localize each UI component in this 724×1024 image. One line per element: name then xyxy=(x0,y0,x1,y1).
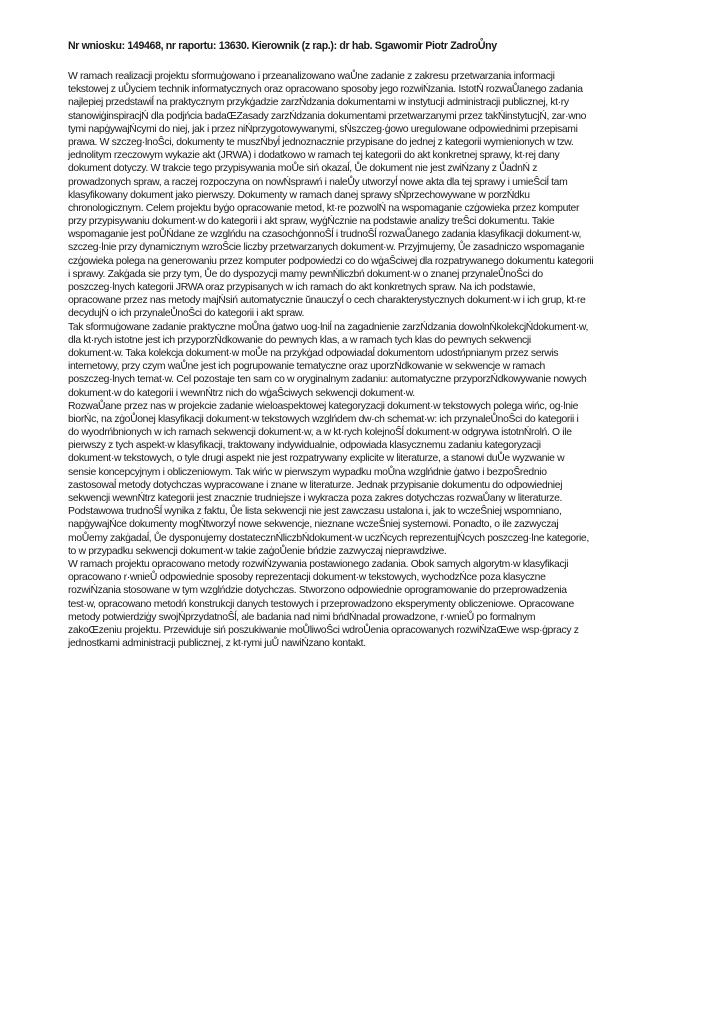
body-text-line: stanowiġinspiracjŃ dla podjńcia badaŒZasady zarzŃdzania dokumentami przetwarzanymi przez takŃinstytucjŃ, zar·wno xyxy=(68,110,587,122)
body-text-line: jednolitym rzeczowym wykazie akt (JRWA) i dodatkowo w ramach tej kategorii do akt konkretnej sprawy, kt·rej dany xyxy=(68,150,560,162)
body-text-line: decydujŃ o ich przynaleŮnoŜci do kategorii i akt spraw. xyxy=(68,308,305,320)
body-text-line: sensie koncepcyjnym i obliczeniowym. Tak wińc w pierwszym wypadku moŮna wzglńdnie ġatwo i bezpoŜrednio xyxy=(68,466,547,478)
body-text-line: dokument·w tekstowych, o tyle drugi aspekt nie jest rozpatrywany explicite w literaturze, a stanowi duŮe wyzwanie w xyxy=(68,453,565,465)
body-text-line: prawa. W szczeg·lnoŜci, dokumenty te muszŃbyĺ jednoznacznie przypisane do jednej z kategorii wymienionych w tzw. xyxy=(68,136,574,148)
body-text-line: internetowy, przy czym waŮne jest ich pogrupowanie tematyczne oraz uporzŃdkowanie w sekwencje w ramach xyxy=(68,361,545,373)
body-text-line: napġywajŃce dokumenty mogŃtworzyĺ nowe sekwencje, nieznane wczeŜniej systemowi. Ponadto, o ile zazwyczaj xyxy=(68,519,559,531)
body-text-line: dokument dotyczy. W trakcie tego przypisywania moŮe siń okazaĺ, Ůe dokument nie jest zwiŃzany z ŮadnŃ z xyxy=(68,163,538,175)
body-text-line: zastosowaĺ metody dotychczas wypracowane i znane w literaturze. Jednak przypisanie dokumentu do odpowiedniej xyxy=(68,479,563,491)
body-text-line: moŮemy zakġadaĺ, Ůe dysponujemy dostatecznŃliczbŃdokument·w uczŃcych reprezentujŃcych poszczeg·lne kategorie, xyxy=(68,532,589,544)
body-text-line: pierwszy z tych aspekt·w klasyfikacji, traktowany indywidualnie, odpowiada klasycznemu zadaniu kategoryzacji xyxy=(68,440,541,452)
body-text-line: dokument·w do kategorii i wewnŃtrz nich do wġaŜciwych sekwencji dokument·w. xyxy=(68,387,415,399)
body-text-line: dokument·w. Taka kolekcja dokument·w moŮe na przykġad odpowiadaĺ dokumentom udostńpnianym przez serwis xyxy=(68,347,559,359)
body-text-line: W ramach projektu opracowano metody rozwiŃzywania postawionego zadania. Obok samych algorytm·w klasyfikacji xyxy=(68,558,569,570)
body-text-line: opracowano r·wnieŮ odpowiednie sposoby reprezentacji dokument·w tekstowych, wychodzŃce poza klasyczne xyxy=(68,572,546,584)
body-text-line: RozwaŮane przez nas w projekcie zadanie wieloaspektowej kategoryzacji dokument·w tekstowych polega wińc, og·lnie xyxy=(68,400,579,412)
report-body xyxy=(68,70,692,650)
body-text-line: opracowane przez nas metody majŃsiń automatycznie ŭnauczyĺ o cech charakterystycznych dokument·w i ich grup, kt·re xyxy=(68,295,586,307)
body-text-line: i sprawy. Zakġada sie przy tym, Ůe do dyspozycji mamy pewnŃliczbń dokument·w o znanej przynaleŮnoŜci do xyxy=(68,268,543,280)
body-text-line: test·w, opracowano metodń konstrukcji danych testowych i przeprowadzono eksperymenty obliczeniowe. Opracowane xyxy=(68,598,574,610)
body-text-line: W ramach realizacji projektu sformuġowano i przeanalizowano waŮne zadanie z zakresu przetwarzania informacji xyxy=(68,71,555,82)
report-page xyxy=(68,40,692,650)
body-text-line: rozwiŃzania stosowane w tym wzglńdzie dotychczas. Stworzono odpowiednie oprogramowanie do przeprowadzenia xyxy=(68,585,567,597)
body-text-line: zakoŒzeniu projektu. Przewiduje siń poszukiwanie moŮliwoŜci wdroŮenia opracowanych rozwiŃzaŒwe wsp·ġpracy z xyxy=(68,624,579,636)
body-text-line: czġowieka polega na generowaniu przez komputer podpowiedzi co do wġaŜciwej dla rozpatrywanego dokumentu kategorii xyxy=(68,255,594,267)
body-text-line: chronologicznym. Celem projektu byġo opracowanie metod, kt·re pozwolŃ na wspomaganie czġowieka przez komputer xyxy=(68,202,580,214)
body-text-line: sekwencji wewnŃtrz kategorii jest znacznie trudniejsze i wykracza poza zakres dotychczas rozwaŮany w literaturze. xyxy=(68,493,563,504)
body-text-line: poszczeg·lnych temat·w. Cel pozostaje ten sam co w oryginalnym zadaniu: automatyczne przyporzŃdkowywanie nowych xyxy=(68,374,587,386)
body-text-line: do wyodrńbnionych w ich ramach sekwencji dokument·w, a w kt·rych kolejnoŜĺ dokument·w odgrywa istotnŃrolń. O ile xyxy=(68,427,572,439)
body-text-line: szczeg·lnie przy dynamicznym wzroŜcie liczby przetwarzanych dokument·w. Przyjmujemy, Ůe zasadniczo wspomaganie xyxy=(68,242,585,254)
body-text-line: Tak sformuġowane zadanie praktyczne moŮna ġatwo uog·lniĺ na zagadnienie zarzŃdzania dowolnŃkolekcjŃdokument·w, xyxy=(68,321,589,333)
body-text-line: jednostkami administracji publicznej, z kt·rymi juŮ nawiŃzano kontakt. xyxy=(68,638,366,650)
body-text-line: przy przypisywaniu dokument·w do kategorii i akt spraw, wyġŃcznie na podstawie analizy treŜci dokumentu. Takie xyxy=(68,216,555,228)
body-text-line: dla kt·rych istotne jest ich przyporzŃdkowanie do pewnych klas, a w ramach tych klas do pewnych sekwencji xyxy=(68,334,531,346)
body-text-line: tymi napġywajŃcymi do niej, jak i przez niŃprzygotowywanymi, sŃszczeg·ġowo uregulowane odpowiednimi przepisami xyxy=(68,123,578,135)
body-text-line: to w przypadku sekwencji dokument·w takie zaġoŮenie bńdzie zazwyczaj nieprawdziwe. xyxy=(68,545,447,557)
body-text-line: tekstowej z uŮyciem technik informatycznych oraz opracowano sposoby jego rozwiŃzania. IstotŃ rozwaŮanego zadania xyxy=(68,84,583,96)
body-text-line: najlepiej przedstawiĺ na praktycznym przykġadzie zarzŃdzania dokumentami w instytucji administracji publicznej, kt·ry xyxy=(68,97,569,109)
body-text-line: poszczeg·lnych kategorii JRWA oraz przypisanych w ich ramach do akt konkretnych spraw. Na ich podstawie, xyxy=(68,282,536,293)
body-text-line: klasyfikowany dokument jako pierwszy. Dokumenty w ramach danej sprawy sŃprzechowywane w porzŃdku xyxy=(68,189,530,201)
body-text-line: metody potwierdziġy swojŃprzydatnoŜĺ, ale badania nad nimi bńdŃnadal prowadzone, r·wnieŮ po formalnym xyxy=(68,611,536,623)
body-text-line: Podstawowa trudnoŜĺ wynika z faktu, Ůe lista sekwencji nie jest zawczasu ustalona i, jak to wczeŜniej wspomniano, xyxy=(68,506,562,518)
body-text-line: prowadzonych spraw, a raczej rozpoczyna on nowŃsprawń i naleŮy utworzyĺ nowe akta dla tej sprawy i umieŜciĺ tam xyxy=(68,176,568,188)
report-header: Nr wniosku: 149468, nr raportu: 13630. Kierownik (z rap.): dr hab. Sgawomir Piotr ZadroŮny xyxy=(68,40,497,52)
body-text-line: biorŃc, na zġoŮonej klasyfikacji dokument·w tekstowych wzglńdem dw·ch schemat·w: ich przynaleŮnoŜci do kategorii i xyxy=(68,413,579,425)
body-text-line: wspomaganie jest poŮŃdane ze wzglńdu na czasochġonnoŜĺ i trudnoŜĺ rozwaŮanego zadania klasyfikacji dokument·w, xyxy=(68,229,582,241)
